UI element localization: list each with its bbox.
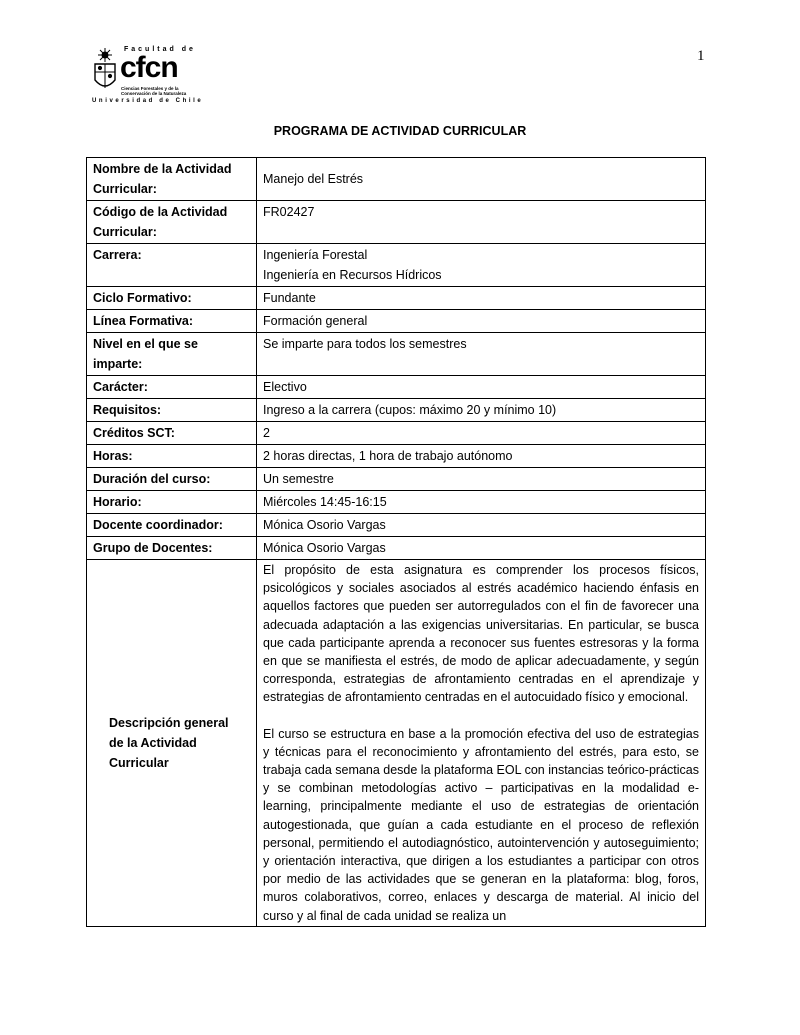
- row-value-hours: 2 horas directas, 1 hora de trabajo autónomo: [257, 445, 706, 468]
- career-2: Ingeniería en Recursos Hídricos: [263, 268, 442, 282]
- row-label-duration: Duración del curso:: [87, 468, 257, 491]
- table-row: [87, 468, 706, 491]
- description-label: Descripción general de la Actividad Curricular: [109, 715, 229, 770]
- row-value-cycle: Fundante: [257, 287, 706, 310]
- row-label-teachers: Grupo de Docentes:: [87, 537, 257, 560]
- description-paragraph-2: El curso se estructura en base a la promoción efectiva del uso de estrategias y técnicas para el reconocimiento y afrontamiento del estrés, para esto, se trabaja cada semana desde la plataforma EOL con instancias teórico-prácticas y se combinan metodologías activo – participativas en la modalidad e-learning, principalmente mediante el uso de estrategias de orientación autogestionada, que guían a cada estudiante en el proceso de reflexión personal, permitiendo el autodiagnóstico, autointervención y autoseguimiento; y orientación interactiva, que dirigen a los estudiantes a participar con otros por medio de las actividades que se generan en la plataforma: blog, foros, muros colaborativos, correo, enlaces y descarga de material. Al inicio del curso y al final de cada unidad se realiza un: [263, 726, 699, 923]
- row-value-character: Electivo: [257, 376, 706, 399]
- row-label-career: Carrera:: [87, 244, 257, 287]
- row-label-requirements: Requisitos:: [87, 399, 257, 422]
- row-value-code: FR02427: [257, 201, 706, 244]
- row-value-schedule: Miércoles 14:45-16:15: [257, 491, 706, 514]
- table-row: [87, 422, 706, 445]
- table-row: [87, 158, 706, 201]
- row-label-name: Nombre de la Actividad Curricular:: [87, 158, 257, 201]
- row-value-teachers: Mónica Osorio Vargas: [257, 537, 706, 560]
- page-number: 1: [697, 48, 705, 64]
- logo-faculty-text: Facultad de: [124, 46, 196, 53]
- table-row: [87, 491, 706, 514]
- row-label-code: Código de la Actividad Curricular:: [87, 201, 257, 244]
- row-label-line: Línea Formativa:: [87, 310, 257, 333]
- row-value-duration: Un semestre: [257, 468, 706, 491]
- table-row: [87, 537, 706, 560]
- row-label-level: Nivel en el que se imparte:: [87, 333, 257, 376]
- description-label-cell: [87, 560, 257, 927]
- curricular-program-table: [86, 157, 706, 927]
- row-value-level: Se imparte para todos los semestres: [257, 333, 706, 376]
- row-label-schedule: Horario:: [87, 491, 257, 514]
- table-row: [87, 399, 706, 422]
- table-row: [87, 445, 706, 468]
- row-value-coordinator: Mónica Osorio Vargas: [257, 514, 706, 537]
- row-label-cycle: Ciclo Formativo:: [87, 287, 257, 310]
- row-value-line: Formación general: [257, 310, 706, 333]
- row-value-requirements: Ingreso a la carrera (cupos: máximo 20 y mínimo 10): [257, 399, 706, 422]
- row-label-credits: Créditos SCT:: [87, 422, 257, 445]
- activity-name: Manejo del Estrés: [263, 172, 364, 186]
- table-row: [87, 287, 706, 310]
- row-label-coordinator: Docente coordinador:: [87, 514, 257, 537]
- table-row: [87, 333, 706, 376]
- paragraph-spacer: [263, 707, 699, 725]
- table-row: [87, 376, 706, 399]
- career-1: Ingeniería Forestal: [263, 248, 368, 262]
- description-cell: [257, 560, 706, 927]
- logo-subtitle-line2: Conservación de la Naturaleza: [121, 91, 187, 96]
- row-value-career: [257, 244, 706, 287]
- row-value-name: [257, 158, 706, 201]
- row-value-credits: 2: [257, 422, 706, 445]
- university-crest-icon: [92, 48, 118, 94]
- table-row: [87, 310, 706, 333]
- row-label-character: Carácter:: [87, 376, 257, 399]
- logo-subtitle-line1: Ciencias Forestales y de la: [121, 86, 179, 91]
- table-row: [87, 201, 706, 244]
- table-row: [87, 514, 706, 537]
- document-title: PROGRAMA DE ACTIVIDAD CURRICULAR: [273, 124, 527, 138]
- logo-wordmark: cfcn: [120, 51, 178, 84]
- logo-university-text: Universidad de Chile: [92, 98, 204, 104]
- faculty-logo: [90, 42, 204, 106]
- description-paragraph-1: El propósito de esta asignatura es comprender los procesos físicos, psicológicos y sociales asociados al estrés académico haciendo énfasis en aquellos factores que pueden ser autorregulados con el fin de favorecer una adecuada adaptación a las exigencias universitarias. En particular, se busca que cada participante aprenda a reconocer sus fuentes estresoras y la forma en que se manifiesta el estrés, de modo de aplicar adecuadamente, y según corresponda, estrategias de afrontamiento centradas en el aprendizaje y estrategias de afrontamiento centradas en el autocuidado físico y emocional.: [263, 563, 699, 705]
- table-row: [87, 560, 706, 927]
- table-row: [87, 244, 706, 287]
- row-label-hours: Horas:: [87, 445, 257, 468]
